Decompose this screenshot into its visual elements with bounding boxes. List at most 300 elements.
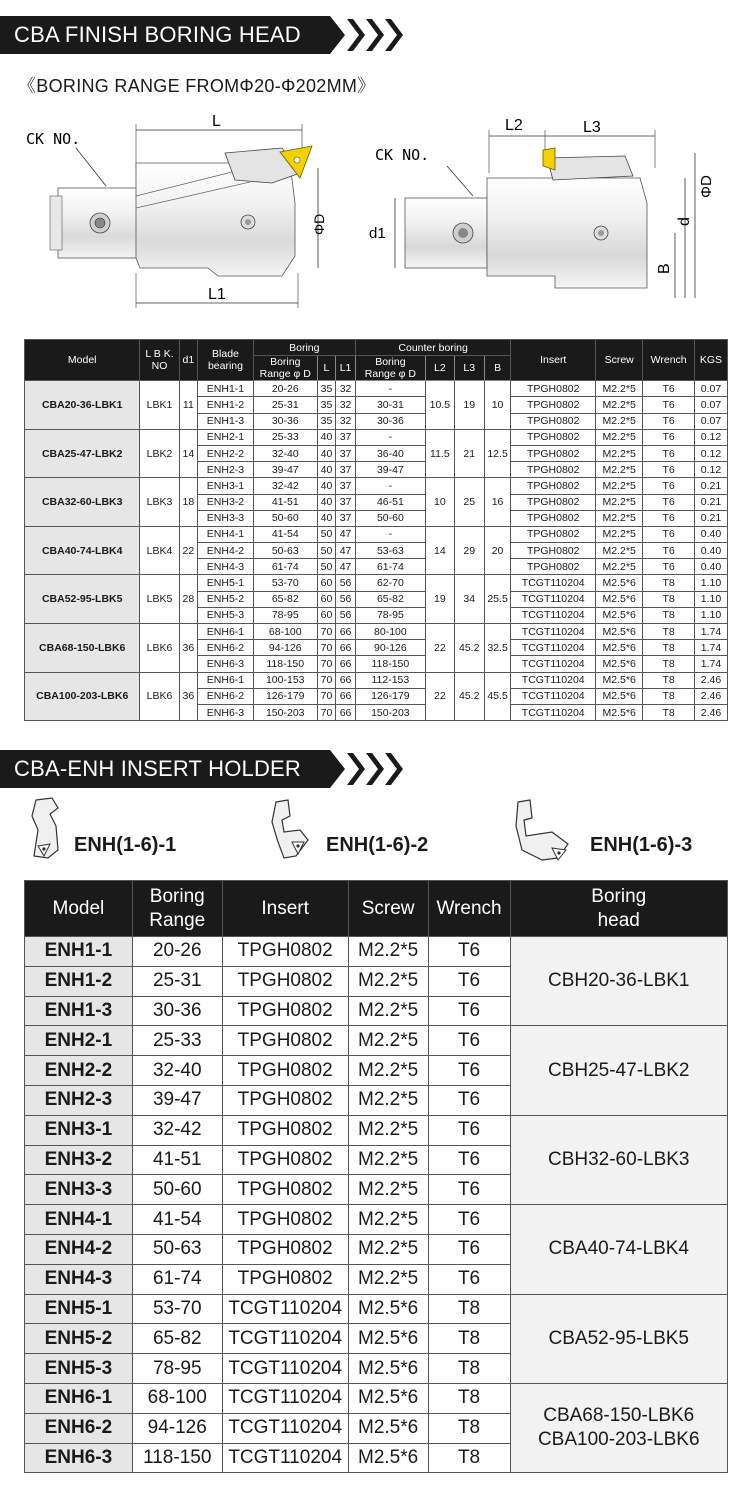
- L2-cell: 14: [425, 526, 454, 575]
- wrench-cell: T6: [428, 1234, 510, 1264]
- insert-cell: TPGH0802: [222, 1026, 348, 1056]
- insert-cell: TPGH0802: [511, 526, 596, 542]
- blade-cell: ENH6-1: [198, 672, 254, 688]
- model-cell: ENH4-1: [25, 1205, 133, 1235]
- kgs-cell: 0.07: [694, 397, 727, 413]
- boring-range-cell: 65-82: [253, 591, 317, 607]
- L1-cell: 32: [336, 413, 356, 429]
- L1-cell: 66: [336, 672, 356, 688]
- boring-range-cell: 50-60: [253, 510, 317, 526]
- dim-L-label: L: [212, 113, 221, 130]
- boring-range-cell: 53-70: [253, 575, 317, 591]
- insert-cell: TPGH0802: [222, 1234, 348, 1264]
- wrench-cell: T8: [643, 591, 695, 607]
- kgs-cell: 0.21: [694, 494, 727, 510]
- screw-cell: M2.2*5: [595, 543, 642, 559]
- counter-boring-range-cell: 118-150: [355, 656, 425, 672]
- table-row: [25, 1205, 728, 1235]
- screw-cell: M2.5*6: [595, 704, 642, 720]
- model-cell: CBA100-203-LBK6: [25, 672, 140, 721]
- counter-boring-range-cell: -: [355, 478, 425, 494]
- wrench-cell: T6: [428, 937, 510, 967]
- screw-cell: M2.5*6: [595, 575, 642, 591]
- col-header-boring-range: Boring Range φ D: [253, 356, 317, 381]
- L1-cell: 47: [336, 543, 356, 559]
- L1-cell: 56: [336, 607, 356, 623]
- boring-range-subtitle: 《BORING RANGE FROMΦ20-Φ202MM》: [18, 76, 376, 96]
- d1-cell: 22: [179, 526, 198, 575]
- wrench-cell: T6: [428, 1145, 510, 1175]
- holder-1-icon: [28, 796, 68, 864]
- d1-cell: 28: [179, 575, 198, 624]
- insert-cell: TPGH0802: [222, 1264, 348, 1294]
- wrench-cell: T8: [428, 1324, 510, 1354]
- L-cell: 35: [317, 413, 336, 429]
- screw-cell: M2.2*5: [595, 478, 642, 494]
- boring-head-cell: CBA52-95-LBK5: [510, 1294, 728, 1383]
- table-row: [25, 429, 728, 445]
- lbk-cell: LBK6: [140, 624, 179, 673]
- blade-cell: ENH6-2: [198, 640, 254, 656]
- wrench-cell: T8: [643, 672, 695, 688]
- insert-cell: TCGT110204: [511, 672, 596, 688]
- col-header-B: B: [484, 356, 511, 381]
- dim-L2-label: L2: [505, 117, 523, 134]
- model-cell: ENH6-3: [25, 1443, 133, 1473]
- insert-cell: TCGT110204: [511, 575, 596, 591]
- insert-holder-spec-table: [24, 880, 728, 1473]
- boring-range-cell: 25-33: [253, 429, 317, 445]
- counter-boring-range-cell: 36-40: [355, 445, 425, 461]
- blade-cell: ENH3-1: [198, 478, 254, 494]
- boring-range-cell: 118-150: [132, 1443, 222, 1473]
- screw-cell: M2.2*5: [348, 1115, 428, 1145]
- wrench-cell: T8: [643, 575, 695, 591]
- L1-cell: 32: [336, 381, 356, 397]
- col-header-wrench: Wrench: [428, 881, 510, 937]
- kgs-cell: 0.40: [694, 543, 727, 559]
- boring-range-cell: 41-54: [253, 526, 317, 542]
- boring-range-cell: 61-74: [132, 1264, 222, 1294]
- L-cell: 70: [317, 640, 336, 656]
- counter-boring-range-cell: 62-70: [355, 575, 425, 591]
- holder-2-label: ENH(1-6)-2: [326, 834, 429, 856]
- insert-cell: TCGT110204: [511, 704, 596, 720]
- screw-cell: M2.5*6: [595, 640, 642, 656]
- blade-cell: ENH1-2: [198, 397, 254, 413]
- L-cell: 50: [317, 543, 336, 559]
- wrench-cell: T8: [643, 656, 695, 672]
- L1-cell: 66: [336, 688, 356, 704]
- boring-range-cell: 94-126: [253, 640, 317, 656]
- model-cell: ENH1-3: [25, 996, 133, 1026]
- kgs-cell: 1.74: [694, 656, 727, 672]
- screw-cell: M2.2*5: [595, 429, 642, 445]
- col-header-screw: Screw: [595, 340, 642, 381]
- screw-cell: M2.2*5: [595, 462, 642, 478]
- wrench-cell: T6: [428, 1026, 510, 1056]
- screw-cell: M2.2*5: [348, 1175, 428, 1205]
- kgs-cell: 1.74: [694, 640, 727, 656]
- boring-range-cell: 32-42: [253, 478, 317, 494]
- col-header-kgs: KGS: [694, 340, 727, 381]
- boring-range-cell: 118-150: [253, 656, 317, 672]
- kgs-cell: 2.46: [694, 672, 727, 688]
- insert-cell: TPGH0802: [511, 543, 596, 559]
- counter-boring-range-cell: 90-126: [355, 640, 425, 656]
- wrench-cell: T6: [643, 429, 695, 445]
- boring-range-cell: 68-100: [253, 624, 317, 640]
- model-cell: ENH2-2: [25, 1056, 133, 1086]
- L-cell: 70: [317, 704, 336, 720]
- model-cell: ENH5-3: [25, 1354, 133, 1384]
- chevron-icon: [347, 19, 365, 51]
- L-cell: 40: [317, 429, 336, 445]
- screw-cell: M2.2*5: [348, 966, 428, 996]
- model-cell: ENH5-1: [25, 1294, 133, 1324]
- L3-cell: 34: [454, 575, 484, 624]
- model-cell: ENH5-2: [25, 1324, 133, 1354]
- screw-cell: M2.2*5: [348, 1056, 428, 1086]
- insert-cell: TCGT110204: [222, 1443, 348, 1473]
- screw-cell: M2.5*6: [595, 672, 642, 688]
- counter-boring-range-cell: 80-100: [355, 624, 425, 640]
- col-header-boring-range: Boring Range: [132, 881, 222, 937]
- counter-boring-range-cell: 30-31: [355, 397, 425, 413]
- B-cell: 25.5: [484, 575, 511, 624]
- L-cell: 50: [317, 526, 336, 542]
- col-header-model: Model: [25, 881, 133, 937]
- wrench-cell: T8: [643, 688, 695, 704]
- boring-range-cell: 126-179: [253, 688, 317, 704]
- L-cell: 50: [317, 559, 336, 575]
- model-cell: CBA68-150-LBK6: [25, 624, 140, 673]
- blade-cell: ENH3-2: [198, 494, 254, 510]
- blade-cell: ENH6-3: [198, 656, 254, 672]
- kgs-cell: 2.46: [694, 704, 727, 720]
- model-cell: ENH3-1: [25, 1115, 133, 1145]
- L3-cell: 19: [454, 381, 484, 430]
- chevron-icon: [366, 19, 384, 51]
- insert-cell: TCGT110204: [222, 1383, 348, 1413]
- L1-cell: 47: [336, 559, 356, 575]
- chevron-icon: [347, 753, 365, 785]
- L3-cell: 45.2: [454, 672, 484, 721]
- d1-cell: 11: [179, 381, 198, 430]
- chevron-icon: [385, 19, 403, 51]
- B-cell: 10: [484, 381, 511, 430]
- wrench-cell: T8: [428, 1383, 510, 1413]
- boring-head-cell: CBH32-60-LBK3: [510, 1115, 728, 1204]
- model-cell: ENH3-3: [25, 1175, 133, 1205]
- insert-cell: TPGH0802: [222, 1085, 348, 1115]
- insert-cell: TPGH0802: [511, 462, 596, 478]
- col-header-lbk: L B K. NO: [140, 340, 179, 381]
- screw-cell: M2.2*5: [595, 445, 642, 461]
- counter-boring-range-cell: 65-82: [355, 591, 425, 607]
- boring-range-cell: 150-203: [253, 704, 317, 720]
- insert-cell: TCGT110204: [511, 640, 596, 656]
- col-header-boring: Boring: [253, 340, 355, 356]
- boring-range-cell: 78-95: [253, 607, 317, 623]
- wrench-cell: T8: [643, 640, 695, 656]
- model-cell: ENH2-3: [25, 1085, 133, 1115]
- col-header-insert: Insert: [511, 340, 596, 381]
- kgs-cell: 0.21: [694, 478, 727, 494]
- kgs-cell: 1.10: [694, 591, 727, 607]
- wrench-cell: T6: [428, 1085, 510, 1115]
- boring-range-cell: 41-51: [132, 1145, 222, 1175]
- insert-holder-spec-rows: [25, 937, 728, 1473]
- wrench-cell: T6: [643, 413, 695, 429]
- boring-head-spec-table: [24, 339, 728, 721]
- wrench-cell: T6: [643, 397, 695, 413]
- L-cell: 40: [317, 510, 336, 526]
- kgs-cell: 0.21: [694, 510, 727, 526]
- d1-cell: 14: [179, 429, 198, 478]
- wrench-cell: T6: [428, 966, 510, 996]
- boring-range-cell: 39-47: [132, 1085, 222, 1115]
- lbk-cell: LBK3: [140, 478, 179, 527]
- model-cell: ENH4-3: [25, 1264, 133, 1294]
- wrench-cell: T6: [643, 445, 695, 461]
- boring-range-cell: 20-26: [132, 937, 222, 967]
- screw-cell: M2.2*5: [348, 1085, 428, 1115]
- blade-cell: ENH2-2: [198, 445, 254, 461]
- L2-cell: 22: [425, 624, 454, 673]
- counter-boring-range-cell: -: [355, 381, 425, 397]
- holder-3-label: ENH(1-6)-3: [590, 834, 693, 856]
- wrench-cell: T6: [643, 559, 695, 575]
- counter-boring-range-cell: 61-74: [355, 559, 425, 575]
- L-cell: 40: [317, 462, 336, 478]
- kgs-cell: 1.10: [694, 575, 727, 591]
- model-cell: ENH3-2: [25, 1145, 133, 1175]
- wrench-cell: T6: [643, 462, 695, 478]
- blade-cell: ENH6-3: [198, 704, 254, 720]
- table-row: [25, 937, 728, 967]
- insert-cell: TCGT110204: [511, 624, 596, 640]
- lbk-cell: LBK4: [140, 526, 179, 575]
- L1-cell: 37: [336, 510, 356, 526]
- section-title: CBA FINISH BORING HEAD: [14, 22, 301, 47]
- boring-range-cell: 50-63: [253, 543, 317, 559]
- B-cell: 12.5: [484, 429, 511, 478]
- boring-range-cell: 39-47: [253, 462, 317, 478]
- col-header-model: Model: [25, 340, 140, 381]
- screw-cell: M2.5*6: [348, 1413, 428, 1443]
- boring-head-drawing-front: [365, 108, 735, 318]
- kgs-cell: 0.12: [694, 445, 727, 461]
- counter-boring-range-cell: 112-153: [355, 672, 425, 688]
- blade-cell: ENH4-2: [198, 543, 254, 559]
- B-cell: 20: [484, 526, 511, 575]
- ck-no-label: CK NO.: [26, 130, 81, 148]
- wrench-cell: T8: [428, 1413, 510, 1443]
- B-cell: 45.5: [484, 672, 511, 721]
- wrench-cell: T8: [643, 624, 695, 640]
- B-cell: 16: [484, 478, 511, 527]
- boring-range-cell: 30-36: [132, 996, 222, 1026]
- L1-cell: 56: [336, 591, 356, 607]
- model-cell: CBA20-36-LBK1: [25, 381, 140, 430]
- insert-cell: TPGH0802: [222, 937, 348, 967]
- boring-range-cell: 78-95: [132, 1354, 222, 1384]
- wrench-cell: T6: [643, 478, 695, 494]
- dim-phiD-label: ΦD: [698, 175, 715, 198]
- boring-range-cell: 25-33: [132, 1026, 222, 1056]
- model-cell: ENH1-1: [25, 937, 133, 967]
- screw-cell: M2.2*5: [595, 494, 642, 510]
- L1-cell: 66: [336, 640, 356, 656]
- boring-range-cell: 94-126: [132, 1413, 222, 1443]
- insert-cell: TPGH0802: [511, 559, 596, 575]
- insert-cell: TPGH0802: [511, 510, 596, 526]
- dim-L3-label: L3: [583, 119, 601, 136]
- blade-cell: ENH4-1: [198, 526, 254, 542]
- dim-phiD-label: ΦD: [311, 213, 327, 235]
- insert-cell: TPGH0802: [511, 413, 596, 429]
- L1-cell: 37: [336, 478, 356, 494]
- col-header-boring-head: Boring head: [510, 881, 728, 937]
- insert-cell: TCGT110204: [511, 688, 596, 704]
- insert-cell: TPGH0802: [511, 429, 596, 445]
- counter-boring-range-cell: 53-63: [355, 543, 425, 559]
- col-header-screw: Screw: [348, 881, 428, 937]
- insert-cell: TCGT110204: [222, 1294, 348, 1324]
- holder-1-label: ENH(1-6)-1: [74, 834, 177, 856]
- screw-cell: M2.5*6: [348, 1324, 428, 1354]
- blade-cell: ENH5-3: [198, 607, 254, 623]
- L-cell: 70: [317, 688, 336, 704]
- kgs-cell: 0.40: [694, 526, 727, 542]
- table-row: [25, 1294, 728, 1324]
- boring-range-cell: 50-60: [132, 1175, 222, 1205]
- dim-d1-label: d1: [369, 225, 386, 242]
- screw-cell: M2.5*6: [595, 656, 642, 672]
- boring-range-cell: 68-100: [132, 1383, 222, 1413]
- boring-range-cell: 25-31: [132, 966, 222, 996]
- wrench-cell: T6: [643, 510, 695, 526]
- blade-cell: ENH6-2: [198, 688, 254, 704]
- holder-type-1: [28, 796, 228, 864]
- insert-cell: TCGT110204: [511, 591, 596, 607]
- kgs-cell: 1.74: [694, 624, 727, 640]
- screw-cell: M2.2*5: [348, 1205, 428, 1235]
- L-cell: 35: [317, 381, 336, 397]
- col-header-L2: L2: [425, 356, 454, 381]
- boring-range-cell: 25-31: [253, 397, 317, 413]
- dim-d-label: d: [676, 217, 693, 226]
- chevron-icon: [366, 753, 384, 785]
- model-cell: ENH6-1: [25, 1383, 133, 1413]
- boring-range-cell: 41-51: [253, 494, 317, 510]
- screw-cell: M2.2*5: [595, 413, 642, 429]
- screw-cell: M2.2*5: [348, 996, 428, 1026]
- table-row: [25, 1115, 728, 1145]
- model-cell: ENH2-1: [25, 1026, 133, 1056]
- L1-cell: 66: [336, 624, 356, 640]
- wrench-cell: T6: [428, 1175, 510, 1205]
- col-header-cb-range: Boring Range φ D: [355, 356, 425, 381]
- table-row: [25, 624, 728, 640]
- chevron-icon: [385, 753, 403, 785]
- counter-boring-range-cell: 39-47: [355, 462, 425, 478]
- boring-range-cell: 41-54: [132, 1205, 222, 1235]
- blade-cell: ENH5-2: [198, 591, 254, 607]
- boring-range-cell: 100-153: [253, 672, 317, 688]
- L-cell: 60: [317, 607, 336, 623]
- table-row: [25, 1026, 728, 1056]
- model-cell: CBA25-47-LBK2: [25, 429, 140, 478]
- lbk-cell: LBK6: [140, 672, 179, 721]
- counter-boring-range-cell: -: [355, 526, 425, 542]
- boring-head-drawing-side: [20, 108, 340, 318]
- L1-cell: 56: [336, 575, 356, 591]
- col-header-L: L: [317, 356, 336, 381]
- L1-cell: 66: [336, 656, 356, 672]
- insert-cell: TPGH0802: [222, 966, 348, 996]
- wrench-cell: T8: [428, 1443, 510, 1473]
- insert-cell: TPGH0802: [222, 1175, 348, 1205]
- wrench-cell: T6: [428, 1056, 510, 1086]
- table-row: [25, 1383, 728, 1413]
- boring-range-cell: 32-40: [253, 445, 317, 461]
- screw-cell: M2.2*5: [595, 526, 642, 542]
- L2-cell: 11.5: [425, 429, 454, 478]
- d1-cell: 36: [179, 672, 198, 721]
- col-header-wrench: Wrench: [643, 340, 695, 381]
- insert-cell: TCGT110204: [511, 656, 596, 672]
- L-cell: 40: [317, 494, 336, 510]
- model-cell: CBA40-74-LBK4: [25, 526, 140, 575]
- d1-cell: 36: [179, 624, 198, 673]
- L-cell: 60: [317, 575, 336, 591]
- boring-range-cell: 32-42: [132, 1115, 222, 1145]
- model-cell: ENH4-2: [25, 1234, 133, 1264]
- d1-cell: 18: [179, 478, 198, 527]
- counter-boring-range-cell: 78-95: [355, 607, 425, 623]
- L2-cell: 19: [425, 575, 454, 624]
- insert-cell: TPGH0802: [511, 381, 596, 397]
- table-row: [25, 478, 728, 494]
- wrench-cell: T6: [428, 1115, 510, 1145]
- insert-cell: TCGT110204: [511, 607, 596, 623]
- counter-boring-range-cell: 30-36: [355, 413, 425, 429]
- lbk-cell: LBK5: [140, 575, 179, 624]
- boring-range-cell: 32-40: [132, 1056, 222, 1086]
- wrench-cell: T8: [643, 607, 695, 623]
- model-cell: CBA32-60-LBK3: [25, 478, 140, 527]
- wrench-cell: T6: [428, 1205, 510, 1235]
- screw-cell: M2.2*5: [348, 1145, 428, 1175]
- L1-cell: 37: [336, 445, 356, 461]
- L-cell: 70: [317, 656, 336, 672]
- kgs-cell: 1.10: [694, 607, 727, 623]
- L1-cell: 37: [336, 494, 356, 510]
- lbk-cell: LBK1: [140, 381, 179, 430]
- wrench-cell: T6: [643, 381, 695, 397]
- table-row: [25, 526, 728, 542]
- kgs-cell: 0.12: [694, 429, 727, 445]
- L-cell: 70: [317, 672, 336, 688]
- L2-cell: 10.5: [425, 381, 454, 430]
- col-header-counter-boring: Counter boring: [355, 340, 511, 356]
- kgs-cell: 0.40: [694, 559, 727, 575]
- counter-boring-range-cell: 50-60: [355, 510, 425, 526]
- boring-head-cell: CBH20-36-LBK1: [510, 937, 728, 1026]
- wrench-cell: T6: [428, 1264, 510, 1294]
